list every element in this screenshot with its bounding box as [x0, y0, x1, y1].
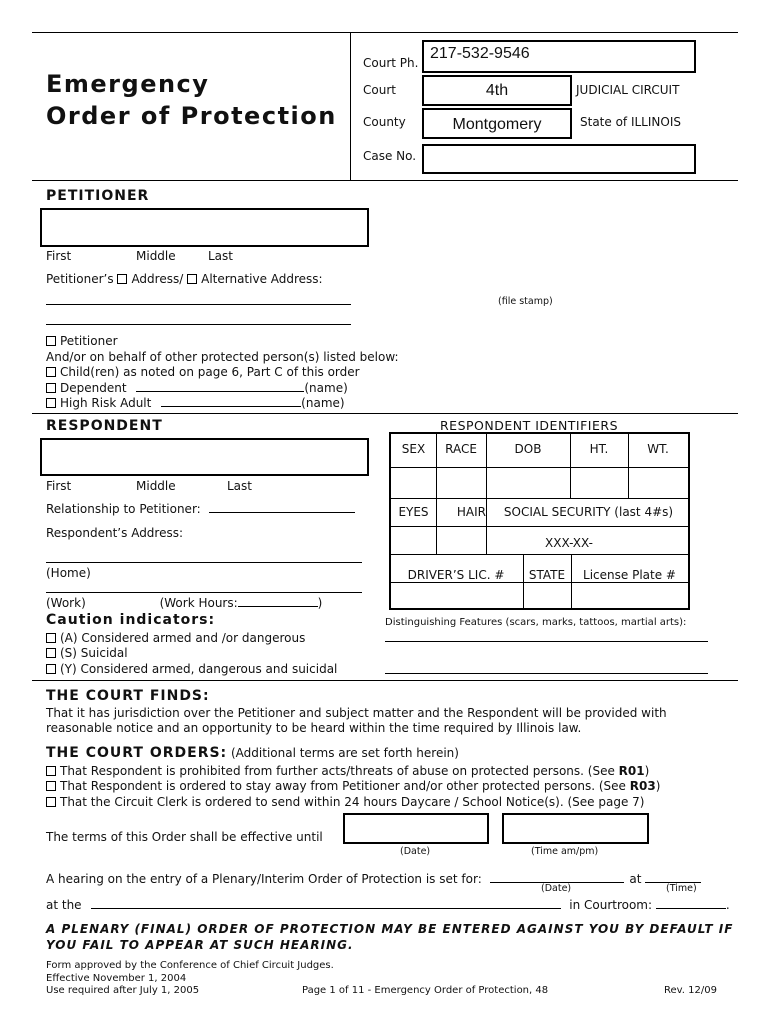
county-value: Montgomery	[452, 116, 542, 133]
petitioner-first-label: First	[46, 249, 72, 263]
order-3-checkbox[interactable]: That the Circuit Clerk is ordered to send within 24 hours Daycare / School Notice(s). (See page 7)	[46, 795, 644, 809]
court-orders-row	[46, 745, 459, 761]
hearing-location-row	[46, 898, 730, 912]
header-bottom-rule	[32, 180, 738, 181]
order-item-2	[46, 779, 660, 793]
drivers-license-header: DRIVER’S LIC. #	[407, 568, 505, 582]
col-divider	[523, 554, 524, 610]
petitioner-address-line-1[interactable]	[46, 304, 351, 305]
caution-heading: Caution indicators:	[46, 612, 216, 628]
order-1-checkbox[interactable]: That Respondent is prohibited from further acts/threats of abuse on protected persons. (See	[46, 764, 615, 778]
page-title	[46, 68, 337, 132]
effective-label: The terms of this Order shall be effective until	[46, 830, 323, 844]
hearing-time-label: (Time)	[666, 883, 697, 894]
courtroom-period: .	[725, 898, 730, 912]
relationship-row	[46, 502, 355, 516]
row-divider	[391, 554, 688, 555]
court-phone-label: Court Ph.	[363, 56, 419, 70]
court-phone-field[interactable]	[422, 40, 696, 73]
hearing-label: A hearing on the entry of a Plenary/Interim Order of Protection is set for:	[46, 872, 482, 886]
respondent-heading: RESPONDENT	[46, 418, 163, 434]
ssn-prefix: XXX-XX-	[545, 536, 593, 550]
dependent-row	[46, 381, 348, 395]
title-line-2: Order of Protection	[46, 102, 337, 130]
order-2-close: )	[655, 779, 661, 793]
footer-page-info: Page 1 of 11 - Emergency Order of Protection, 48	[302, 985, 549, 996]
petitioner-address-line	[46, 272, 323, 286]
work-hours-close: )	[317, 596, 323, 610]
caution-a-checkbox[interactable]: (A) Considered armed and /or dangerous	[46, 631, 305, 645]
court-value: 4th	[485, 82, 509, 99]
hearing-date-label: (Date)	[541, 883, 572, 894]
court-finds-line-2: reasonable notice and an opportunity to be heard within the time required by Illinois law.	[46, 721, 582, 735]
address-checkbox[interactable]: Address/	[117, 272, 183, 286]
petitioner-heading: PETITIONER	[46, 188, 150, 204]
ht-header: HT.	[589, 442, 609, 456]
relationship-label: Relationship to Petitioner:	[46, 502, 201, 516]
default-warning-line-2: YOU FAIL TO APPEAR AT SUCH HEARING.	[46, 938, 354, 952]
header-divider	[350, 32, 351, 180]
dob-header: DOB	[514, 442, 542, 456]
on-behalf-label: And/or on behalf of other protected person(s) listed below:	[46, 350, 399, 364]
caution-s-checkbox[interactable]: (S) Suicidal	[46, 646, 128, 660]
distinguishing-line-1[interactable]	[385, 641, 708, 642]
effective-time-label: (Time am/pm)	[531, 846, 599, 857]
petitioner-name-field[interactable]	[40, 208, 369, 247]
order-1-ref: R01	[618, 764, 645, 778]
footer-required: Use required after July 1, 2005	[46, 985, 200, 996]
court-finds-heading: THE COURT FINDS:	[46, 688, 210, 704]
work-hours-field[interactable]	[238, 596, 318, 607]
distinguishing-label: Distinguishing Features (scars, marks, tattoos, martial arts):	[385, 617, 687, 628]
at-the-label: at the	[46, 898, 82, 912]
petitioner-address-line-2[interactable]	[46, 324, 351, 325]
case-no-field[interactable]	[422, 144, 696, 174]
petitioner-bottom-rule	[32, 413, 738, 414]
state-header: STATE	[528, 568, 566, 582]
respondent-first-label: First	[46, 479, 72, 493]
respondent-middle-label: Middle	[136, 479, 176, 493]
work-label: (Work)	[46, 596, 86, 610]
effective-date-label: (Date)	[400, 846, 431, 857]
relationship-field[interactable]	[209, 502, 355, 513]
dependent-checkbox[interactable]: Dependent	[46, 381, 127, 395]
identifiers-heading: RESPONDENT IDENTIFIERS	[440, 418, 619, 433]
effective-date-field[interactable]	[343, 813, 489, 844]
respondent-last-label: Last	[227, 479, 252, 493]
court-finds-line-1: That it has jurisdiction over the Petitioner and subject matter and the Respondent will be provided with	[46, 706, 667, 720]
respondent-address-line-1[interactable]	[46, 562, 362, 563]
court-label: Court	[363, 83, 396, 97]
hearing-date-field[interactable]	[490, 872, 624, 883]
ssn-header: SOCIAL SECURITY (last 4#s)	[503, 505, 674, 519]
dependent-name-suffix: (name)	[304, 381, 348, 395]
col-divider	[486, 498, 487, 554]
file-stamp-label: (file stamp)	[498, 296, 553, 307]
respondent-name-field[interactable]	[40, 438, 369, 476]
court-phone-value: 217-532-9546	[430, 45, 530, 62]
respondent-address-label: Respondent’s Address:	[46, 526, 184, 540]
respondent-address-line-2[interactable]	[46, 592, 362, 593]
caution-y-checkbox[interactable]: (Y) Considered armed, dangerous and suicidal	[46, 662, 337, 676]
court-orders-heading: THE COURT ORDERS:	[46, 745, 228, 761]
hearing-at-label: at	[629, 872, 642, 886]
race-header: RACE	[445, 442, 477, 456]
hearing-time-field[interactable]	[645, 872, 701, 883]
hearing-location-field[interactable]	[91, 898, 561, 909]
col-divider	[571, 554, 572, 610]
footer-effective: Effective November 1, 2004	[46, 973, 187, 984]
petitioner-last-label: Last	[208, 249, 233, 263]
court-field[interactable]	[422, 75, 572, 106]
identifiers-table	[389, 432, 690, 610]
hearing-row	[46, 872, 701, 886]
respondent-bottom-rule	[32, 680, 738, 681]
courtroom-field[interactable]	[656, 898, 726, 909]
distinguishing-line-2[interactable]	[385, 673, 708, 674]
work-hours-label: (Work Hours:	[159, 596, 238, 610]
default-warning-line-1: A PLENARY (FINAL) ORDER OF PROTECTION MAY BE ENTERED AGAINST YOU BY DEFAULT IF	[46, 922, 734, 936]
court-orders-note: (Additional terms are set forth herein)	[230, 746, 459, 760]
work-row	[46, 596, 322, 610]
order-2-checkbox[interactable]: That Respondent is ordered to stay away from Petitioner and/or other protected persons. (See	[46, 779, 626, 793]
courtroom-label: in Courtroom:	[569, 898, 653, 912]
children-checkbox[interactable]: Child(ren) as noted on page 6, Part C of this order	[46, 365, 360, 379]
title-line-1: Emergency	[46, 70, 210, 98]
high-risk-checkbox[interactable]: High Risk Adult	[46, 396, 151, 410]
state-label: State of ILLINOIS	[580, 115, 681, 129]
license-plate-header: License Plate #	[583, 568, 676, 582]
hair-header: HAIR	[456, 505, 486, 519]
county-label: County	[363, 115, 406, 129]
petitioner-checkbox[interactable]: Petitioner	[46, 334, 118, 348]
home-label: (Home)	[46, 566, 91, 580]
eyes-header: EYES	[398, 505, 429, 519]
circuit-label: JUDICIAL CIRCUIT	[576, 83, 680, 97]
footer-revision: Rev. 12/09	[664, 985, 717, 996]
effective-time-field[interactable]	[502, 813, 649, 844]
top-rule	[32, 32, 738, 33]
high-risk-name-field[interactable]	[161, 396, 301, 407]
petitioner-middle-label: Middle	[136, 249, 176, 263]
row-divider	[391, 582, 688, 583]
high-risk-row	[46, 396, 345, 410]
case-no-label: Case No.	[363, 149, 417, 163]
order-2-ref: R03	[629, 779, 656, 793]
order-1-close: )	[644, 764, 650, 778]
dependent-name-field[interactable]	[136, 381, 304, 392]
footer-approved: Form approved by the Conference of Chief Circuit Judges.	[46, 960, 334, 971]
alt-address-checkbox[interactable]: Alternative Address:	[187, 272, 322, 286]
high-risk-name-suffix: (name)	[301, 396, 345, 410]
order-item-1	[46, 764, 649, 778]
sex-header: SEX	[401, 442, 426, 456]
wt-header: WT.	[647, 442, 669, 456]
petitioner-address-prefix: Petitioner’s	[46, 272, 114, 286]
county-field[interactable]	[422, 108, 572, 139]
